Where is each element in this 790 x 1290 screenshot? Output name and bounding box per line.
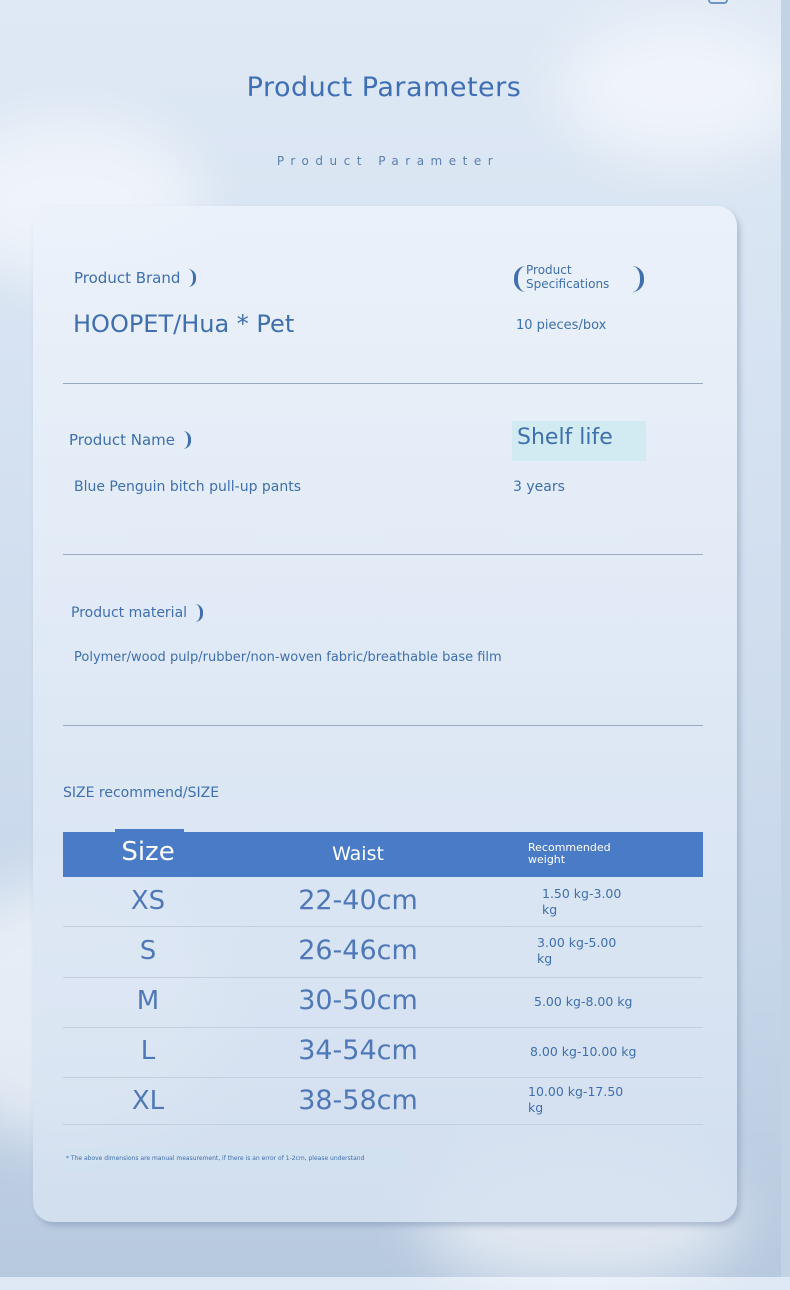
column-waist: Waist: [332, 843, 384, 865]
page-title: Product Parameters: [246, 72, 522, 103]
divider: [63, 554, 703, 555]
row-waist: 34-54cm: [298, 1035, 418, 1066]
bracket-icon: [188, 269, 196, 287]
row-divider: [63, 1124, 703, 1125]
row-size: S: [139, 936, 157, 966]
material-label: Product material: [71, 604, 203, 622]
row-size: L: [140, 1036, 156, 1066]
row-size: XL: [131, 1086, 165, 1116]
name-label: Product Name: [69, 431, 191, 449]
row-weight: 1.50 kg-3.00 kg: [542, 886, 622, 917]
bag-icon: [708, 0, 728, 4]
row-size: M: [136, 986, 160, 1016]
row-waist: 26-46cm: [298, 935, 418, 966]
table-row: [63, 1078, 703, 1125]
background-cloud: [560, 20, 790, 160]
table-row: [63, 1028, 703, 1078]
size-heading: SIZE recommend/SIZE: [63, 785, 220, 801]
row-size: XS: [130, 886, 166, 916]
page-edge-strip: [781, 0, 790, 1277]
brand-value: HOOPET/Hua * Pet: [73, 310, 295, 338]
size-table-header: [63, 832, 703, 877]
brand-label: Product Brand: [74, 269, 196, 287]
divider: [63, 383, 703, 384]
row-weight: 8.00 kg-10.00 kg: [530, 1044, 637, 1059]
measurement-note: * The above dimensions are manual measurement, if there is an error of 1-2cm, please understand: [66, 1155, 365, 1162]
row-weight: 10.00 kg-17.50 kg: [528, 1084, 624, 1115]
bracket-icon: [195, 604, 203, 622]
column-weight: Recommended weight: [528, 841, 611, 866]
bracket-icon: [632, 266, 644, 292]
bracket-icon: [183, 431, 191, 449]
material-value: Polymer/wood pulp/rubber/non-woven fabric/breathable base film: [74, 650, 502, 665]
spec-value: 10 pieces/box: [516, 318, 607, 333]
row-waist: 30-50cm: [298, 985, 418, 1016]
shelf-value: 3 years: [513, 479, 565, 495]
spec-label: Product Specifications: [514, 264, 644, 296]
divider: [63, 725, 703, 726]
row-weight: 3.00 kg-5.00 kg: [537, 935, 617, 966]
page-subtitle: Product Parameter: [276, 154, 500, 168]
bracket-icon: [514, 266, 526, 292]
column-size: Size: [121, 837, 175, 867]
row-waist: 22-40cm: [298, 885, 418, 916]
table-row: [63, 978, 703, 1028]
shelf-label: Shelf life: [517, 425, 613, 450]
row-weight: 5.00 kg-8.00 kg: [534, 994, 633, 1009]
table-row: [63, 877, 703, 927]
name-value: Blue Penguin bitch pull-up pants: [74, 479, 302, 495]
row-waist: 38-58cm: [298, 1085, 418, 1116]
table-row: [63, 927, 703, 978]
